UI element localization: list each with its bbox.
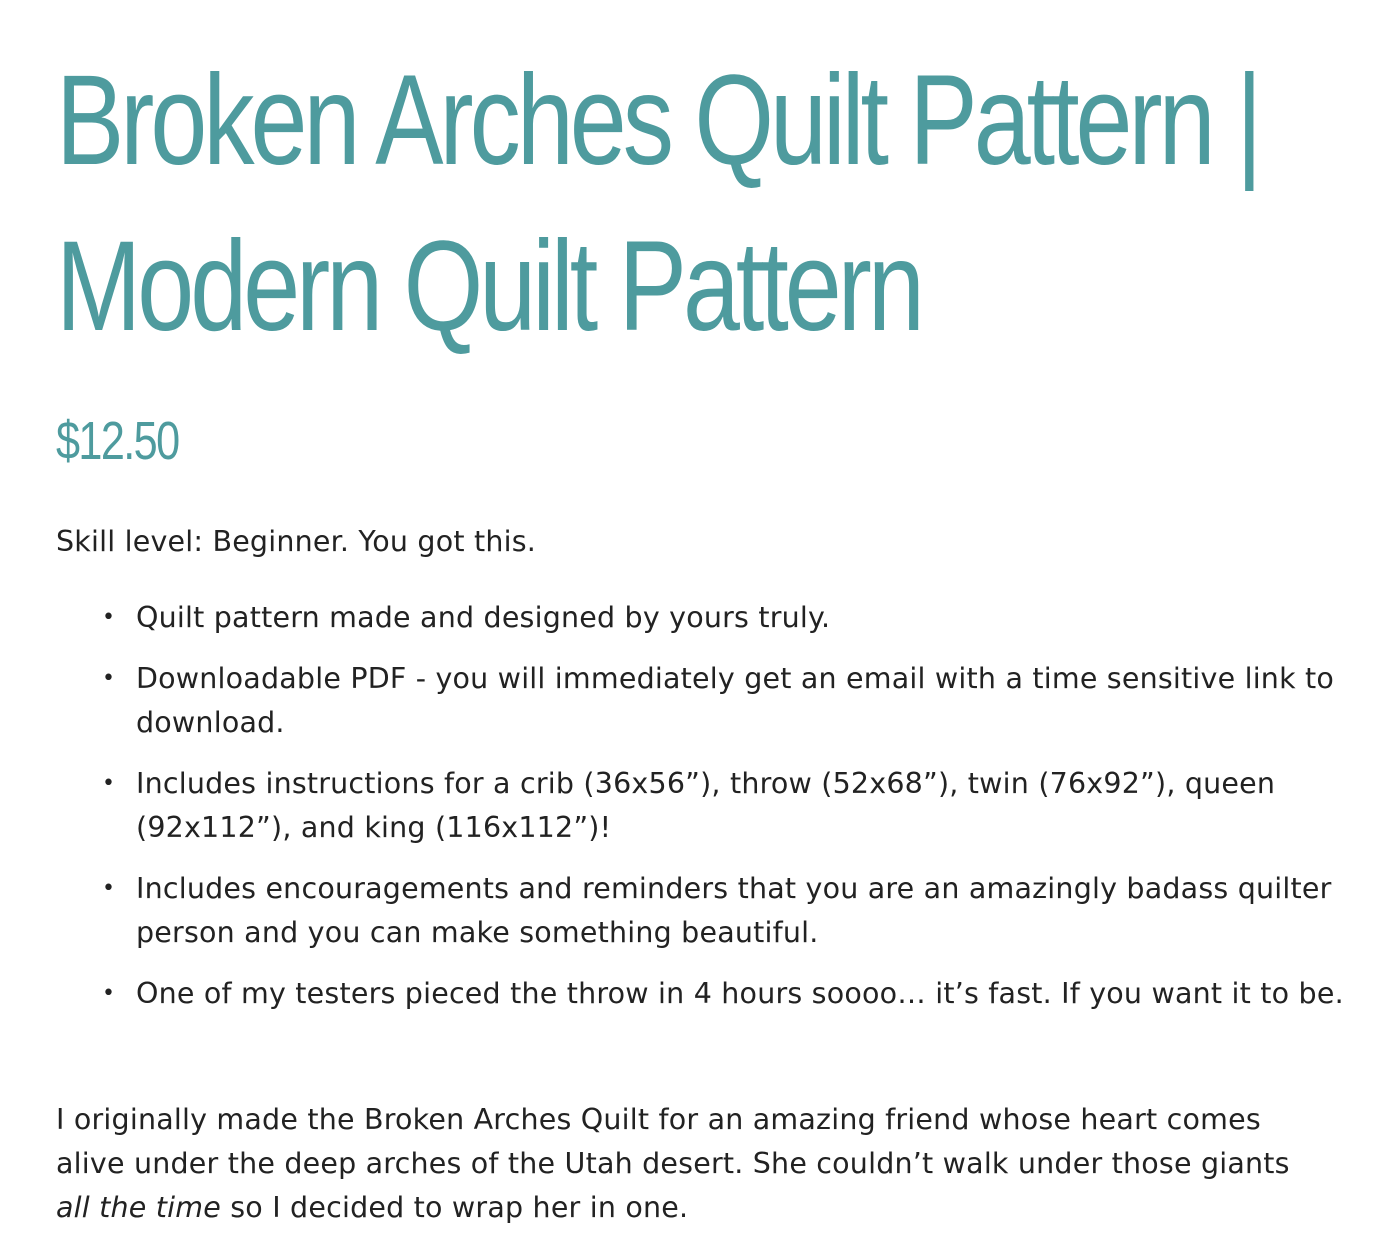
list-item xyxy=(102,762,1346,850)
feature-list xyxy=(56,596,1346,1033)
bullet-icon: • xyxy=(102,666,116,691)
list-item-text: Quilt pattern made and designed by yours truly. xyxy=(136,601,831,634)
bullet-icon: • xyxy=(102,876,116,901)
bullet-icon: • xyxy=(102,981,116,1006)
skill-level-text: Skill level: Beginner. You got this. xyxy=(56,525,537,558)
list-item-text: Includes instructions for a crib (36x56”), throw (52x68”), twin (76x92”), queen (92x112”), and king (116x112”)! xyxy=(136,767,1276,844)
bullet-icon: • xyxy=(102,771,116,796)
story-emphasis: all the time xyxy=(56,1191,221,1224)
story-paragraph xyxy=(56,1098,1306,1230)
list-item xyxy=(102,657,1346,745)
product-price: $12.50 xyxy=(56,411,179,471)
story-text-end: so I decided to wrap her in one. xyxy=(220,1191,689,1224)
list-item-text: One of my testers pieced the throw in 4 hours soooo… it’s fast. If you want it to be. xyxy=(136,977,1344,1010)
list-item-text: Includes encouragements and reminders that you are an amazingly badass quilter person and you can make something beautiful. xyxy=(136,872,1332,949)
product-title: Broken Arches Quilt Pattern | Modern Quilt Pattern xyxy=(56,49,1259,358)
product-page xyxy=(56,0,1346,1224)
story-text-start: I originally made the Broken Arches Quilt for an amazing friend whose heart comes alive under the deep arches of the Utah desert. She couldn’t walk under those giants xyxy=(56,1103,1290,1180)
list-item xyxy=(102,867,1346,955)
list-item xyxy=(102,972,1346,1016)
bullet-icon: • xyxy=(102,605,116,630)
list-item xyxy=(102,596,1346,640)
list-item-text: Downloadable PDF - you will immediately get an email with a time sensitive link to download. xyxy=(136,662,1335,739)
